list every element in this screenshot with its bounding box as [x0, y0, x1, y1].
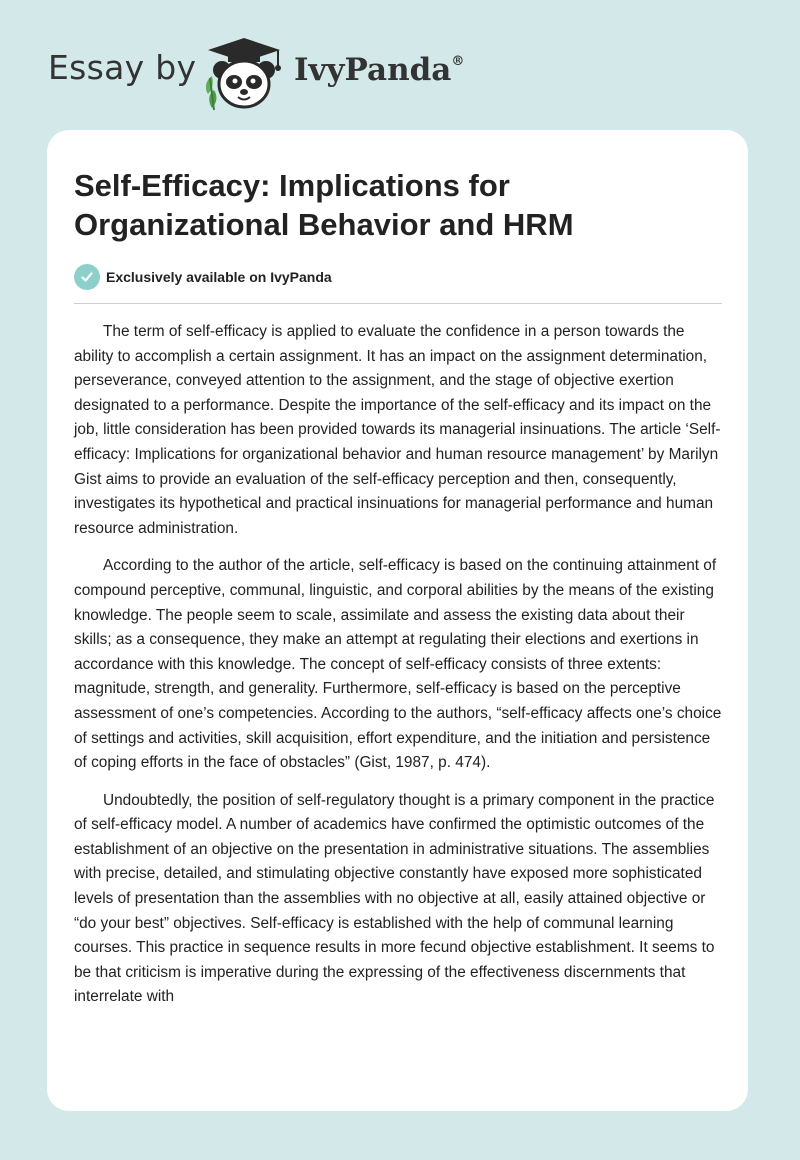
- essay-title: Self-Efficacy: Implications for Organizational Behavior and HRM: [74, 168, 574, 242]
- badge-label: Exclusively available on IvyPanda: [106, 269, 332, 285]
- brand-name[interactable]: [294, 52, 464, 88]
- divider: [74, 303, 722, 304]
- brand-name-text: IvyPanda: [294, 52, 452, 88]
- essay-by-label: Essay by: [48, 48, 197, 87]
- paragraph: According to the author of the article, self-efficacy is based on the continuing attainment of compound perceptive, communal, linguistic, and corporal abilities by the means of the existing knowledge. The people seem to scale, assimilate and assess the existing data about their skills; as a consequence, they make an attempt at regulating their elections and exertions in accordance with this knowledge. The concept of self-efficacy consists of three extents: magnitude, strength, and generality. Furthermore, self-efficacy is based on the perceptive assessment of one’s competencies. According to the authors, “self-efficacy affects one’s choice of settings and activities, skill acquisition, effort expenditure, and the initiation and persistence of coping efforts in the face of obstacles” (Gist, 1987, p. 474).: [74, 557, 722, 772]
- paragraph: The term of self-efficacy is applied to evaluate the confidence in a person towards the ability to accomplish a certain assignment. It has an impact on the assignment determination, perseverance, conveyed attention to the assignment, and the stage of objective exertion designated to a performance. Despite the importance of the self-efficacy and its impact on the job, little consideration has been provided towards its managerial insinuations. The article ‘Self-efficacy: Implications for organizational behavior and human resource management’ by Marilyn Gist aims to provide an evaluation of the self-efficacy perception and then, consequently, investigates its hypothetical and practical insinuations for managerial performance and human resource administration.: [74, 323, 721, 537]
- essay-body: [74, 320, 724, 1023]
- paragraph: Undoubtedly, the position of self-regulatory thought is a primary component in the practice of self-efficacy model. A number of academics have confirmed the optimistic outcomes of the establishment of an objective on the presentation in administrative situations. The assemblies with precise, detailed, and stimulating objective constantly have exposed more sophisticated levels of presentation than the assemblies with no objective at all, easily attained objective or “do your best” objectives. Self-efficacy is established with the help of communal learning courses. This practice in sequence results in more fecund objective establishment. It seems to be that criticism is imperative during the expressing of the effectiveness discernments that interrelate with: [74, 791, 715, 1006]
- check-icon: [74, 264, 100, 290]
- essay-card: [47, 130, 748, 1111]
- panda-logo-icon[interactable]: [198, 34, 290, 112]
- site-header: [0, 0, 800, 130]
- exclusive-badge: [74, 264, 332, 290]
- registered-mark: ®: [451, 54, 465, 69]
